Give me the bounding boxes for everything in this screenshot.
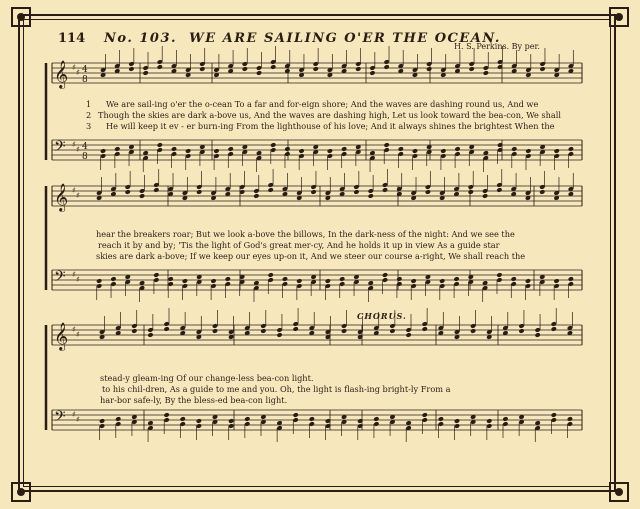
notehead <box>199 66 205 72</box>
notehead <box>153 272 159 278</box>
notehead <box>439 278 445 284</box>
notehead <box>212 328 218 334</box>
notehead <box>270 64 276 70</box>
notehead <box>110 276 116 282</box>
notehead <box>276 332 282 338</box>
notehead <box>422 412 428 418</box>
time-signature-bottom: 8 <box>82 75 88 85</box>
notehead <box>228 418 234 424</box>
notehead <box>310 189 316 195</box>
notehead <box>339 276 345 282</box>
sharp-icon: ♯ <box>76 330 80 339</box>
notehead <box>96 278 102 284</box>
verse-number: 3 <box>86 121 92 131</box>
notehead <box>182 278 188 284</box>
bass-clef-icon: 𝄢 <box>54 138 66 159</box>
notehead <box>341 328 347 334</box>
sharp-icon: ♯ <box>72 270 76 279</box>
notehead <box>405 332 411 338</box>
lyric-line: skies are dark a-bove; If we keep our eyes up-on it, And we steer our course a-right, We shall reach the <box>96 251 526 261</box>
lyric-line: har-bor safe-ly, By the bless-ed bea-con light. <box>100 395 288 405</box>
notehead <box>167 276 173 282</box>
notehead <box>100 148 106 154</box>
notehead <box>298 148 304 154</box>
notehead <box>539 189 545 195</box>
time-signature-top: 4 <box>82 65 88 75</box>
notehead <box>554 148 560 154</box>
notehead <box>163 412 169 418</box>
notehead <box>293 412 299 418</box>
notehead <box>196 189 202 195</box>
notehead <box>268 272 274 278</box>
notehead <box>99 418 105 424</box>
notehead <box>518 328 524 334</box>
lyric-line: hear the breakers roar; But we look a-bove the billows, In the dark-ness of the night: And we see the <box>96 229 515 239</box>
notehead <box>470 328 476 334</box>
notehead <box>482 193 488 199</box>
sharp-icon: ♯ <box>76 415 80 424</box>
notehead <box>382 272 388 278</box>
sharp-icon: ♯ <box>76 145 80 154</box>
verse-number: 2 <box>86 110 92 120</box>
notehead <box>422 326 428 332</box>
notehead <box>282 276 288 282</box>
sharp-icon: ♯ <box>76 68 80 77</box>
notehead <box>313 66 319 72</box>
notehead <box>153 187 159 193</box>
notehead <box>131 328 137 334</box>
notehead <box>398 146 404 152</box>
notehead <box>115 416 121 422</box>
lyric-line: reach it by and by; 'Tis the light of God's great mer-cy, And he holds it up in view As a guide star <box>98 240 500 250</box>
notehead <box>270 142 276 148</box>
lyric-line: He will keep it ev - er burn-ing From the lighthouse of his love; And it always shines the brightest When the <box>106 121 555 131</box>
lyric-line: We are sail-ing o'er the o-cean To a far and for-eign shore; And the waves are dashing round us, And we <box>106 99 539 109</box>
notehead <box>551 326 557 332</box>
notehead <box>157 64 163 70</box>
notehead <box>535 332 541 338</box>
lyric-line: to his chil-dren, As a guide to me and you. Oh, the light is flash-ing bright-ly From a <box>102 384 451 394</box>
notehead <box>412 148 418 154</box>
notehead <box>210 278 216 284</box>
notehead <box>568 146 574 152</box>
notehead <box>309 416 315 422</box>
notehead <box>253 193 259 199</box>
time-signature-top: 4 <box>82 142 88 152</box>
notehead <box>468 189 474 195</box>
sharp-icon: ♯ <box>72 325 76 334</box>
notehead <box>163 326 169 332</box>
notehead <box>125 189 131 195</box>
notehead <box>396 276 402 282</box>
notehead <box>225 276 231 282</box>
notehead <box>256 70 262 76</box>
lyric-line: stead-y gleam-ing Of our change-less bea-con light. <box>100 373 314 383</box>
bass-clef-icon: 𝄢 <box>54 268 66 289</box>
sharp-icon: ♯ <box>76 275 80 284</box>
notehead <box>539 66 545 72</box>
notehead <box>483 70 489 76</box>
notehead <box>469 66 475 72</box>
page-number: 114 <box>58 31 86 46</box>
notehead <box>147 332 153 338</box>
notehead <box>128 66 134 72</box>
notehead <box>368 193 374 199</box>
notehead <box>525 278 531 284</box>
notehead <box>296 278 302 284</box>
notehead <box>454 146 460 152</box>
notehead <box>551 412 557 418</box>
notehead <box>327 148 333 154</box>
notehead <box>244 416 250 422</box>
notehead <box>382 187 388 193</box>
notehead <box>142 70 148 76</box>
sharp-icon: ♯ <box>72 140 76 149</box>
notehead <box>353 189 359 195</box>
notehead <box>525 148 531 154</box>
sharp-icon: ♯ <box>76 191 80 200</box>
notehead <box>496 272 502 278</box>
notehead <box>453 276 459 282</box>
notehead <box>425 189 431 195</box>
notehead <box>260 328 266 334</box>
notehead <box>284 146 290 152</box>
notehead <box>373 416 379 422</box>
notehead <box>568 276 574 282</box>
notehead <box>383 142 389 148</box>
notehead <box>341 146 347 152</box>
notehead <box>426 66 432 72</box>
notehead <box>511 276 517 282</box>
notehead <box>383 64 389 70</box>
notehead <box>440 148 446 154</box>
notehead <box>502 416 508 422</box>
composer-credit: H. S. Perkins. By per. <box>454 42 540 51</box>
notehead <box>180 416 186 422</box>
notehead <box>389 328 395 334</box>
verse-number: 1 <box>86 99 92 109</box>
notehead <box>486 418 492 424</box>
chorus-label: CHORUS. <box>357 311 407 321</box>
notehead <box>325 278 331 284</box>
notehead <box>185 148 191 154</box>
treble-clef-icon: 𝄞 <box>54 322 69 350</box>
notehead <box>213 148 219 154</box>
notehead <box>114 146 120 152</box>
treble-clef-icon: 𝄞 <box>54 60 69 88</box>
notehead <box>171 146 177 152</box>
notehead <box>139 193 145 199</box>
notehead <box>496 187 502 193</box>
lyric-line: Though the skies are dark a-bove us, And the waves are dashing high, Let us look toward the bea-con, We shall <box>98 110 561 120</box>
treble-clef-icon: 𝄞 <box>54 183 69 211</box>
hymn-title: WE ARE SAILING O'ER THE OCEAN. <box>189 31 501 46</box>
notehead <box>454 418 460 424</box>
notehead <box>228 146 234 152</box>
notehead <box>268 187 274 193</box>
notehead <box>369 70 375 76</box>
sharp-icon: ♯ <box>72 410 76 419</box>
notehead <box>157 142 163 148</box>
notehead <box>196 418 202 424</box>
notehead <box>355 66 361 72</box>
notehead <box>553 278 559 284</box>
notehead <box>511 146 517 152</box>
notehead <box>293 326 299 332</box>
time-signature-bottom: 8 <box>82 152 88 162</box>
sharp-icon: ♯ <box>72 186 76 195</box>
notehead <box>438 416 444 422</box>
sharp-icon: ♯ <box>72 63 76 72</box>
notehead <box>410 278 416 284</box>
notehead <box>567 416 573 422</box>
bass-clef-icon: 𝄢 <box>54 408 66 429</box>
hymn-number: No. 103. <box>104 31 178 46</box>
notehead <box>242 66 248 72</box>
